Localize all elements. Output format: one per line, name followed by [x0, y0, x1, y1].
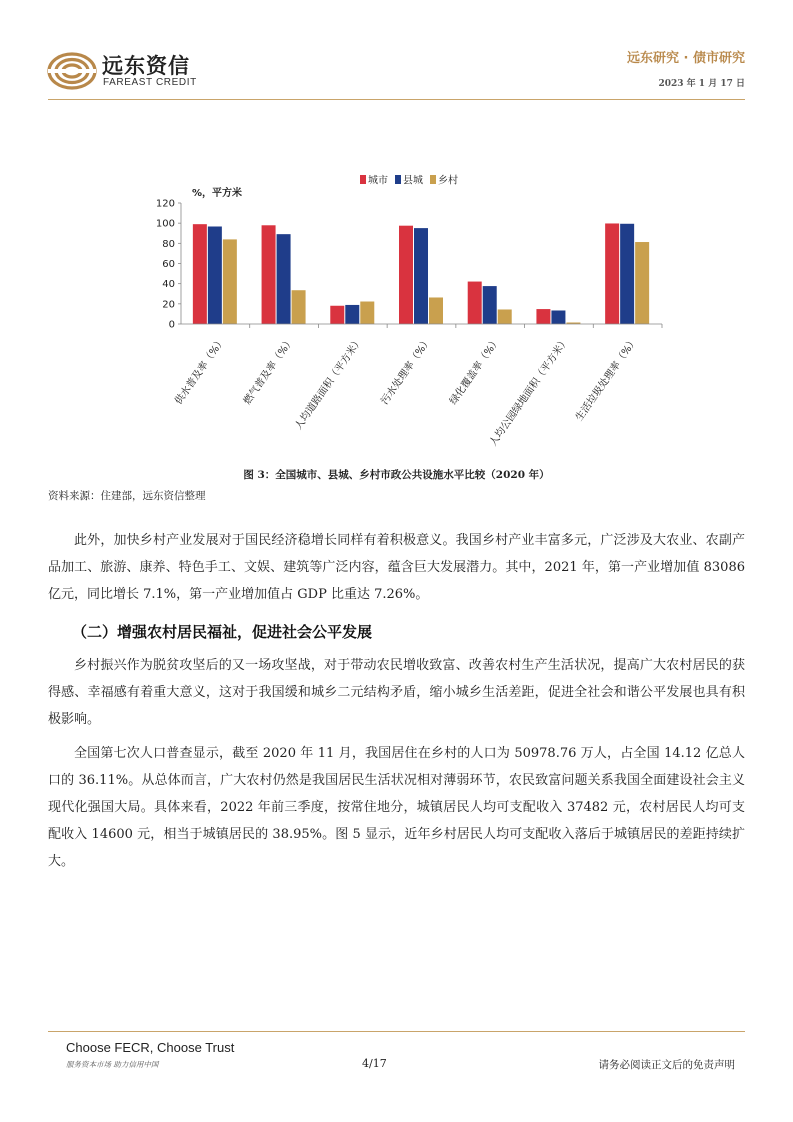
- bar-城市: [262, 225, 276, 324]
- chart-legend: [360, 174, 458, 187]
- legend-label: 县城: [403, 175, 423, 187]
- footer-disclaimer: 请务必阅读正文后的免责声明: [598, 1059, 735, 1071]
- y-tick-label: 100: [155, 218, 175, 230]
- y-tick-label: 40: [162, 279, 175, 291]
- bar-乡村: [635, 242, 649, 324]
- x-category-label: 生活垃圾处理率（%）: [574, 335, 641, 424]
- legend-swatch: [360, 175, 366, 184]
- bar-乡村: [223, 239, 237, 324]
- bar-县城: [551, 310, 565, 324]
- legend-label: 乡村: [438, 175, 458, 187]
- bar-城市: [536, 309, 550, 324]
- body-paragraph-2: 乡村振兴作为脱贫攻坚后的又一场攻坚战，对于带动农民增收致富、改善农村生产生活状况，提高广大农村居民的获得感、幸福感有着重大意义，这对于我国缓和城乡二元结构矛盾，缩小城乡生活差距，促进全社会和谐公平发展也具有积极影响。: [48, 658, 745, 727]
- y-tick-label: 0: [168, 319, 175, 331]
- footer-divider: [48, 1031, 745, 1032]
- legend-label: 城市: [368, 175, 388, 187]
- x-category-label: 绿化覆盖率（%）: [448, 335, 503, 407]
- section-heading: （二）增强农村居民福祉，促进社会公平发展: [72, 623, 373, 641]
- bar-城市: [605, 223, 619, 324]
- bar-县城: [483, 286, 497, 324]
- x-category-label: 人均公园绿地面积（平方米）: [487, 335, 572, 449]
- report-date: 2023 年 1 月 17 日: [658, 79, 745, 89]
- header-divider: [48, 99, 745, 100]
- chart-x-axis: [172, 324, 662, 448]
- fareast-logo-icon: [46, 48, 98, 94]
- bar-城市: [330, 306, 344, 324]
- x-category-label: 污水处理率（%）: [379, 335, 434, 407]
- chart-y-axis: [156, 199, 181, 331]
- page-number: 4/17: [362, 1057, 387, 1070]
- logo-text-cn: 远东资信: [102, 54, 190, 78]
- bar-县城: [277, 234, 291, 324]
- bar-县城: [345, 305, 359, 324]
- footer-slogan: Choose FECR, Choose Trust: [66, 1040, 235, 1055]
- legend-swatch: [395, 175, 401, 184]
- header-right: [627, 47, 745, 89]
- footer-tagline: 服务资本市场 助力信用中国: [66, 1060, 159, 1069]
- chart-bars: [193, 223, 649, 324]
- chart-y-axis-label: %，平方米: [192, 188, 243, 199]
- bar-乡村: [498, 309, 512, 324]
- figure-source: 资料来源：住建部，远东资信整理: [48, 490, 206, 502]
- y-tick-label: 120: [155, 198, 175, 210]
- y-tick-label: 80: [162, 238, 175, 250]
- x-category-label: 供水普及率（%）: [173, 335, 228, 407]
- bar-乡村: [292, 290, 306, 324]
- bar-城市: [193, 224, 207, 324]
- bar-城市: [468, 282, 482, 324]
- x-category-label: 人均道路面积（平方米）: [293, 335, 366, 432]
- y-tick-label: 60: [162, 259, 175, 270]
- company-logo: [46, 46, 206, 96]
- bar-乡村: [360, 302, 374, 324]
- bar-县城: [414, 228, 428, 324]
- body-paragraph-3: 全国第七次人口普查显示，截至 2020 年 11 月，我国居住在乡村的人口为 50978.76 万人，占全国 14.12 亿总人口的 36.11%。从总体而言，广大农村仍然是我国居民生活状况相对薄弱环节，农民致富问题关系我国全面建设社会主义现代化强国大局。具体来看，2022 年前三季度，按常住地分，城镇居民人均可支配收入 37482 元，农村居民人均可支配收入 14600 元，相当于城镇居民的 38.95%。图 5 显示，近年乡村居民人均可支配收入落后于城镇居民的差距持续扩大。: [48, 746, 745, 869]
- legend-swatch: [430, 175, 436, 184]
- bar-县城: [620, 224, 634, 324]
- body-paragraph-1: 此外，加快乡村产业发展对于国民经济稳增长同样有着积极意义。我国乡村产业丰富多元，广泛涉及大农业、农副产品加工、旅游、康养、特色手工、文娱、建筑等广泛内容，蕴含巨大发展潜力。其中，2021 年，第一产业增加值 83086 亿元，同比增长 7.1%，第一产业增加值占 GDP 比重达 7.26%。: [48, 533, 745, 602]
- report-series-title: 远东研究 · 债市研究: [627, 51, 745, 66]
- y-tick-label: 20: [162, 299, 175, 311]
- bar-乡村: [429, 297, 443, 324]
- bar-城市: [399, 226, 413, 324]
- facilities-bar-chart: [150, 165, 670, 465]
- bar-县城: [208, 226, 222, 324]
- figure-caption: 图 3：全国城市、县城、乡村市政公共设施水平比较（2020 年）: [243, 469, 550, 481]
- logo-text-en: FAREAST CREDIT: [103, 77, 197, 88]
- x-category-label: 燃气普及率（%）: [241, 335, 297, 407]
